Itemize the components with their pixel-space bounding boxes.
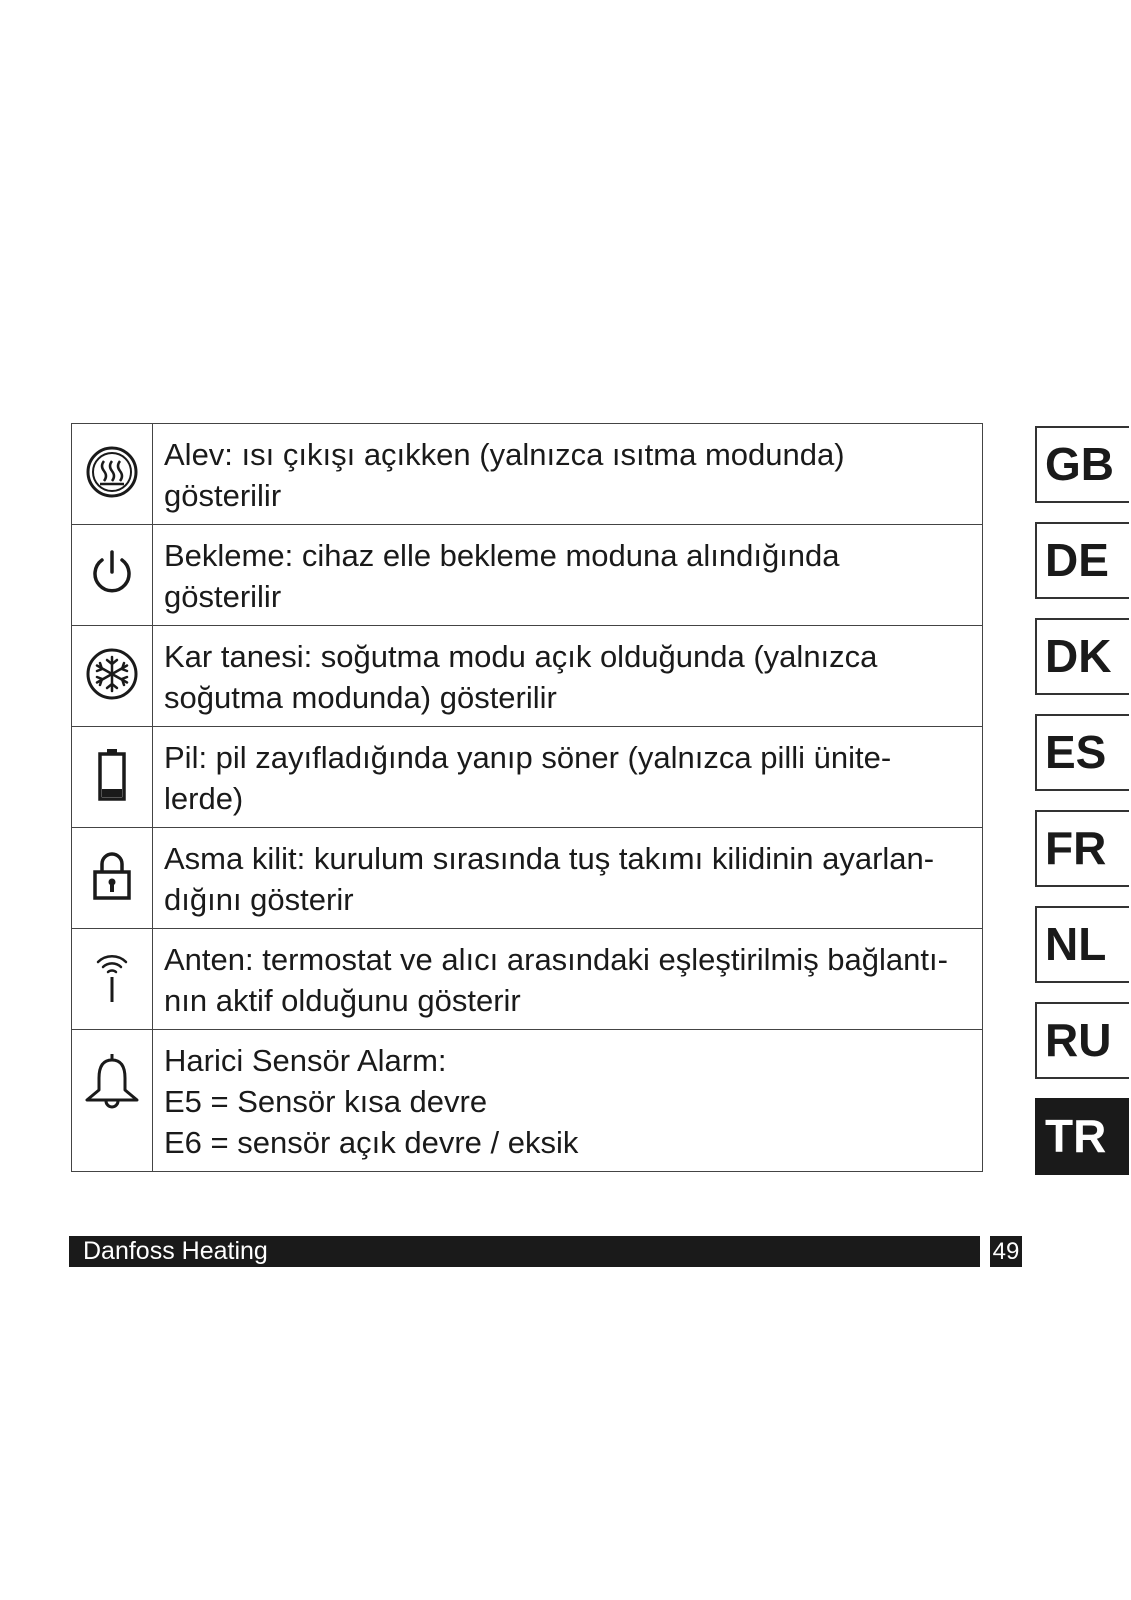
icon-cell — [72, 424, 153, 525]
language-tab-tr-active[interactable]: TR — [1035, 1098, 1129, 1175]
language-tab-nl[interactable]: NL — [1035, 906, 1129, 983]
icon-cell — [72, 929, 153, 1030]
icon-cell — [72, 1030, 153, 1172]
page-number: 49 — [990, 1236, 1022, 1267]
table-row — [72, 525, 983, 626]
symbol-description: Asma kilit: kurulum sırasında tuş takımı kilidinin ayarlan- dığını gösterir — [153, 828, 983, 929]
antenna-icon — [92, 950, 132, 1004]
snowflake-icon — [84, 646, 140, 702]
battery-icon — [97, 747, 127, 803]
heating-flame-icon — [84, 444, 140, 500]
icon-cell — [72, 626, 153, 727]
table-row — [72, 1030, 983, 1172]
standby-power-icon — [87, 546, 137, 600]
language-tab-fr[interactable]: FR — [1035, 810, 1129, 887]
symbol-description: Anten: termostat ve alıcı arasındaki eşleştirilmiş bağlantı- nın aktif olduğunu gösterir — [153, 929, 983, 1030]
language-tab-de[interactable]: DE — [1035, 522, 1129, 599]
symbol-description: Kar tanesi: soğutma modu açık olduğunda (yalnızca soğutma modunda) gösterilir — [153, 626, 983, 727]
symbol-description: Bekleme: cihaz elle bekleme moduna alındığında gösterilir — [153, 525, 983, 626]
padlock-icon — [92, 850, 132, 902]
table-row — [72, 626, 983, 727]
symbol-description: Harici Sensör Alarm: E5 = Sensör kısa devre E6 = sensör açık devre / eksik — [153, 1030, 983, 1172]
language-tab-gb[interactable]: GB — [1035, 426, 1129, 503]
language-tab-ru[interactable]: RU — [1035, 1002, 1129, 1079]
table-row — [72, 929, 983, 1030]
language-tab-dk[interactable]: DK — [1035, 618, 1129, 695]
icon-cell — [72, 727, 153, 828]
icon-cell — [72, 828, 153, 929]
symbol-table — [71, 423, 983, 1172]
symbol-description: Alev: ısı çıkışı açıkken (yalnızca ısıtma modunda) gösterilir — [153, 424, 983, 525]
alarm-bell-icon — [82, 1052, 142, 1110]
icon-cell — [72, 525, 153, 626]
table-row — [72, 727, 983, 828]
table-row — [72, 828, 983, 929]
table-row — [72, 424, 983, 525]
language-tab-es[interactable]: ES — [1035, 714, 1129, 791]
symbol-description: Pil: pil zayıfladığında yanıp söner (yalnızca pilli ünite- lerde) — [153, 727, 983, 828]
footer-brand: Danfoss Heating — [69, 1236, 980, 1267]
